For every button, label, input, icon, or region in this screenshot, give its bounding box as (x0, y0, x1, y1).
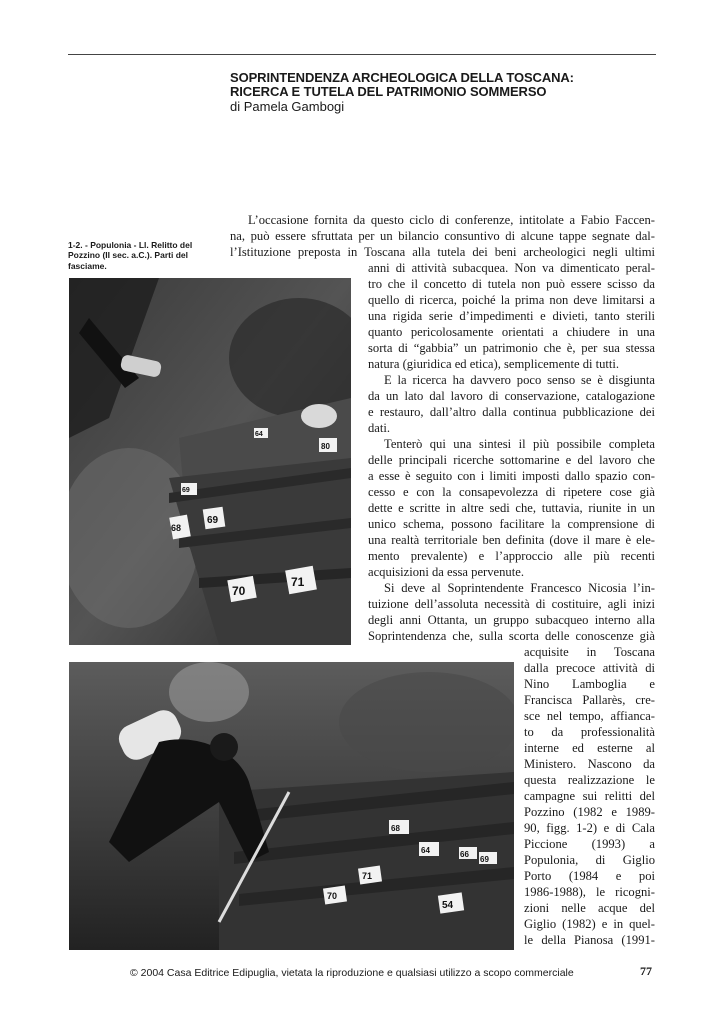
text-column-narrow (524, 644, 655, 948)
text-line: dette e scritte in altre sedi che, tuttavia, riunite in un (368, 501, 655, 515)
text-line: anni di attività subacquea. Non va dimenticato peral- (368, 261, 655, 275)
paragraph-intro-full-width (230, 212, 655, 260)
tag-label: 70 (232, 584, 246, 598)
text-line: tuizione dell’assoluta necessità di costituire, agli inizi (368, 597, 655, 611)
text-line: le della Pianosa (1991- (524, 933, 655, 947)
text-line: E la ricerca ha davvero poco senso se è disgiunta (384, 373, 655, 387)
text-line: unico schema, possono facilitare la comprensione di (368, 517, 655, 531)
text-line: na, può essere sfruttata per un bilancio consuntivo di alcune tappe segnate dal- (230, 229, 655, 243)
text-line: una realtà territoriale ben definita (dove il mare è ele- (368, 533, 655, 547)
tag-label: 68 (391, 824, 400, 833)
text-line: acquisizioni da essa pervenute. (368, 565, 524, 579)
text-line: dalla precoce attività di (524, 661, 655, 675)
text-line: acquisite in Toscana (524, 645, 655, 659)
text-line: tro che il concetto di tutela non può essere scisso da (368, 277, 655, 291)
tag-label: 54 (442, 900, 454, 911)
header-rule (68, 54, 656, 55)
text-line: degli anni Ottanta, un gruppo subacqueo interno alla (368, 613, 655, 627)
tag-label: 80 (321, 442, 330, 451)
text-line: da un lato dal lavoro di conservazione, catalogazione (368, 389, 655, 403)
text-line: 90, figg. 1-2) e di Cala (524, 821, 655, 835)
page-number: 77 (640, 964, 652, 978)
text-line: Ministero. Nascono da (524, 757, 655, 771)
text-line: Soprintendenza che, sulla scorta delle conoscenze già (368, 629, 655, 643)
text-line: sce nel tempo, affianca- (524, 709, 655, 723)
text-line: 1986-1988), le ricogni- (524, 885, 655, 899)
text-line: Tenterò qui una sintesi il più possibile completa (384, 437, 655, 451)
text-line: Giglio (1982) e in quel- (524, 917, 655, 931)
text-line: una rigida serie d’impedimenti e divieti, tanto sterili (368, 309, 655, 323)
text-line: Nino Lamboglia e (524, 677, 655, 691)
text-line: Porto (1984 e poi (524, 869, 655, 883)
photo-diver-measuring-wreck (69, 662, 514, 950)
text-line: interne ed esterne al (524, 741, 655, 755)
text-line: cesso e con la consapevolezza di ripetere cose già (368, 485, 655, 499)
text-line: L’occasione fornita da questo ciclo di conferenze, intitolate a Fabio Faccen- (248, 213, 655, 227)
text-line: questa realizzazione le (524, 773, 655, 787)
photo-shipwreck-planks-1 (69, 278, 351, 645)
tag-label: 69 (207, 515, 219, 526)
text-line: campagne sui relitti del (524, 789, 655, 803)
text-line: l’Istituzione preposta in Toscana alla tutela dei beni archeologici negli ultimi (230, 245, 655, 259)
text-line: Si deve al Soprintendente Francesco Nicosia l’in- (384, 581, 655, 595)
article-header (230, 71, 660, 114)
tag-label: 68 (171, 523, 182, 533)
text-line: dati. (368, 421, 391, 435)
article-title-line-2: RICERCA E TUTELA DEL PATRIMONIO SOMMERSO (230, 84, 547, 99)
text-line: zioni nelle acque del (524, 901, 655, 915)
text-column (368, 260, 655, 644)
tag-label: 70 (327, 891, 338, 901)
text-line: e restauro, dall’altro dalla continua pubblicazione dei (368, 405, 655, 419)
text-line: quanto pericolosamente orientati a chiudere in una (368, 325, 655, 339)
article-author: di Pamela Gambogi (230, 99, 345, 114)
text-line: natura (giuridica ed etica), semplicemente di tutti. (368, 357, 620, 371)
text-line: Populonia, di Giglio (524, 853, 655, 867)
text-line: delle principali ricerche sottomarine e del lavoro che (368, 453, 655, 467)
tag-label: 69 (480, 855, 489, 864)
figure-caption: 1-2. - Populonia - Ll. Relitto del Pozzino (II sec. a.C.). Parti del fasciame. (68, 240, 193, 271)
article-title-line-1: SOPRINTENDENZA ARCHEOLOGICA DELLA TOSCANA: (230, 70, 574, 85)
tag-label: 64 (421, 846, 430, 855)
text-line: a esse è seguito con i limiti imposti dallo spazio con- (368, 469, 655, 483)
tag-label: 71 (291, 575, 305, 589)
copyright-footer: © 2004 Casa Editrice Edipuglia, vietata la riproduzione e qualsiasi utilizzo a scopo commerciale (130, 967, 574, 979)
tag-label: 69 (182, 487, 190, 494)
tag-label: 64 (255, 431, 263, 438)
text-line: to da professionalità (524, 725, 655, 739)
text-line: sorta di “gabbia” un patrimonio che è, per sua stessa (368, 341, 655, 355)
text-line: Piccione (1993) a (524, 837, 655, 851)
text-line: Francisca Pallarès, cre- (524, 693, 655, 707)
text-line: mento prevalente) e l’approccio alle più recenti (368, 549, 655, 563)
tag-label: 71 (362, 871, 373, 881)
text-line: Pozzino (1982 e 1989- (524, 805, 655, 819)
tag-label: 66 (460, 850, 469, 859)
text-line: quello di ricerca, poiché la prima non deve limitarsi a (368, 293, 655, 307)
